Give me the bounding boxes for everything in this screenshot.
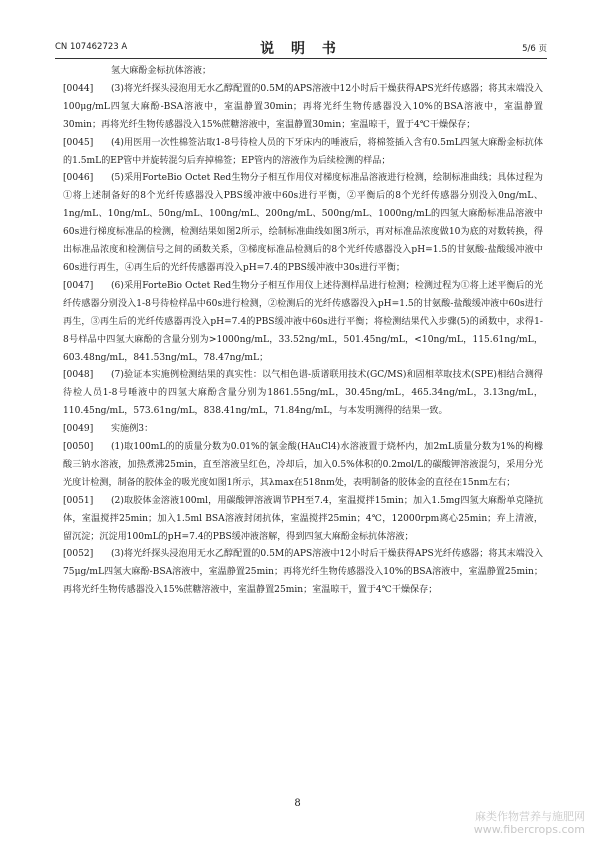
document-number: CN 107462723 A: [55, 42, 128, 52]
paragraph: [63, 170, 543, 277]
paragraph-number: [0046]: [63, 173, 94, 184]
paragraph-text: (4)用医用一次性棉签沾取1-8号待检人员的下牙床内的唾液后，将棉签插入含有0.5mL四氢大麻酚金标抗体的1.5mL的EP管中并旋转混匀后弃掉棉签；EP管内的溶液作为后续检测的样品；: [63, 137, 543, 166]
paragraph-number: [0051]: [63, 495, 94, 506]
document-body: [63, 63, 543, 600]
paragraph-number: [0048]: [63, 370, 94, 381]
paragraph: [63, 421, 543, 439]
paragraph-number: [0047]: [63, 280, 94, 291]
paragraph-number: [0049]: [63, 424, 94, 435]
paragraph: [63, 546, 543, 600]
paragraph-text: 实施例3：: [111, 424, 154, 435]
paragraph-number: [0045]: [63, 137, 94, 148]
header-divider: [55, 58, 547, 59]
paragraph: [63, 439, 543, 493]
watermark-url: www.fibercrops.com: [473, 823, 585, 836]
paragraph: [63, 493, 543, 547]
paragraph-text: (6)采用ForteBio Octet Red生物分子相互作用仪上述待测样品进行检测；检测过程为①将上述平衡后的光纤传感器分别没入1-8号待检样品中60s进行检测，②检测后的光纤传感器没入pH=1.5的甘氨酸-盐酸缓冲液中60s进行再生，③再生后的光纤传感器再没入pH=7.4的PBS缓冲液中60s进行平衡；将检测结果代入步骤(5)的函数中，求得1-8号样品中四氢大麻酚的含量分别为>1000ng/mL，33.52ng/mL，501.45ng/mL，<10ng/mL，115.61ng/mL，603.48ng/mL，841.53ng/mL，78.47ng/mL；: [63, 280, 543, 363]
watermark: [474, 810, 585, 836]
paragraph-text: 氢大麻酚金标抗体溶液；: [111, 66, 212, 76]
page-number: 8: [294, 798, 301, 809]
paragraph: [63, 367, 543, 421]
paragraph: [63, 81, 543, 135]
paragraph-number: [0044]: [63, 83, 94, 94]
paragraph-text: (3)将光纤探头浸泡用无水乙醇配置的0.5M的APS溶液中12小时后干燥获得APS光纤传感器；将其末端没入100μg/mL四氢大麻酚-BSA溶液中，室温静置30min；再将光纤生物传感器没入10%的BSA溶液中，室温静置30min；再将光纤生物传感器没入15%蔗糖溶液中，室温静置30min；室温晾干，置于4℃干燥保存；: [63, 83, 543, 130]
paragraph-text: (7)验证本实施例检测结果的真实性：以气相色谱-质谱联用技术(GC/MS)和固相萃取技术(SPE)相结合测得待检人员1-8号唾液中的四氢大麻酚含量分别为1861.55ng/mL，30.45ng/mL，465.34ng/mL，3.13ng/mL，110.45ng/mL，573.61ng/mL，838.41ng/mL，71.84ng/mL，与本发明测得的结果一致。: [63, 370, 543, 417]
paragraph: [63, 63, 543, 81]
page-header: [55, 40, 547, 58]
page-info: 5/6 页: [522, 44, 547, 54]
paragraph-text: (3)将光纤探头浸泡用无水乙醇配置的0.5M的APS溶液中12小时后干燥获得APS光纤传感器；将其末端没入75μg/mL四氢大麻酚-BSA溶液中，室温静置25min；再将光纤生物传感器没入10%的BSA溶液中，室温静置25min；再将光纤生物传感器没入15%蔗糖溶液中，室温静置25min；室温晾干，置于4℃干燥保存；: [63, 549, 543, 596]
paragraph-number: [0050]: [63, 442, 94, 453]
watermark-site-name: 麻类作物营养与施肥网: [475, 810, 585, 823]
paragraph-text: (1)取100mL的的质量分数为0.01%的氯金酸(HAuCl4)水溶液置于烧杯内，加2mL质量分数为1%的枸橼酸三钠水溶液，加热煮沸25min，直至溶液呈红色，冷却后，加入0.5%体积的0.2mol/L的碳酸钾溶液混匀，采用分光光度计检测，制备的胶体金的吸光度如图1所示，其λmax在518nm处，表明制备的胶体金的直径在15nm左右；: [63, 442, 543, 488]
paragraph: [63, 135, 543, 171]
paragraph: [63, 278, 543, 368]
paragraph-text: (5)采用ForteBio Octet Red生物分子相互作用仪对梯度标准品溶液进行检测，绘制标准曲线；具体过程为①将上述制备好的8个光纤传感器没入PBS缓冲液中60s进行平衡，②平衡后的8个光纤传感器分别没入0ng/mL、1ng/mL、10ng/mL、50ng/mL、100ng/mL、200ng/mL、500ng/mL、1000ng/mL的四氢大麻酚标准品溶液中60s进行梯度标准品的检测，检测结果如图2所示，绘制标准曲线如图3所示，再对标准品浓度做10为底的对数转换，得出标准品浓度和检测信号之间的函数关系，③梯度标准品检测后的8个光纤传感器没入pH=1.5的甘氨酸-盐酸缓冲液中60s进行再生，④再生后的光纤传感器再没入pH=7.4的PBS缓冲液中30s进行平衡；: [63, 173, 543, 273]
paragraph-number: [0052]: [63, 549, 94, 560]
paragraph-text: (2)取胶体金溶液100ml，用碳酸钾溶液调节PH至7.4，室温搅拌15min；加入1.5mg四氢大麻酚单克隆抗体，室温搅拌25min；加入1.5ml BSA溶液封闭抗体，室温搅拌25min；4℃，12000rpm离心25min；弃上清液，留沉淀；沉淀用100mL的pH=7.4的PBS缓冲液溶解，得到四氢大麻酚金标抗体溶液；: [63, 495, 543, 542]
page-title: 说 明 书: [260, 41, 342, 57]
